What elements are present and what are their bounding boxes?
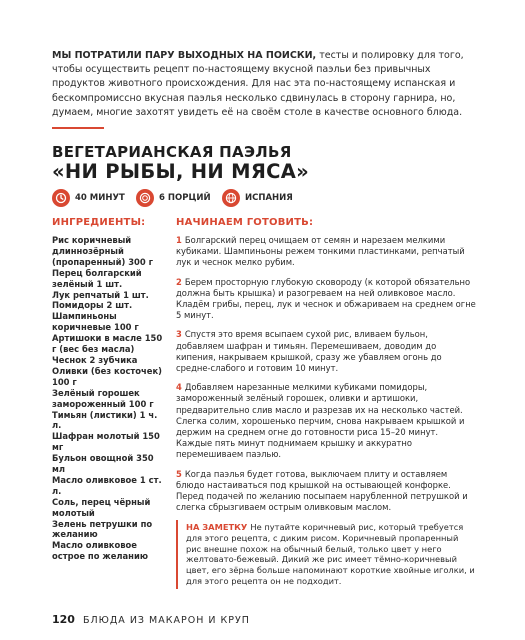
meta-portions xyxy=(136,189,211,207)
step-number: 2 xyxy=(176,276,182,287)
tip-box xyxy=(176,520,476,589)
section-title: БЛЮДА ИЗ МАКАРОН И КРУП xyxy=(82,615,250,626)
clock-icon xyxy=(52,189,70,207)
steps-list xyxy=(176,235,476,521)
step-text: Когда паэлья будет готова, выключаем плиту и оставляем блюдо настаиваться под крышкой на остывающей конфорке. Перед подачей по желанию посыпаем нарубленной петрушкой и слегка сбрызгиваем острым оливковым маслом. xyxy=(176,468,468,513)
ingredient-item: Тимьян (листики) 1 ч. л. xyxy=(52,409,158,431)
meta-country xyxy=(222,189,293,207)
ingredient-item: Чеснок 2 зубчика xyxy=(52,354,138,365)
tip-text: Не путайте коричневый рис, который требуется для этого рецепта, с диким рисом. Коричневый пропаренный рис внешне похож на обычный белый, только цвет у него желтовато-бежевый. Дикий же рис имеет тёмно-коричневый цвет, его зёрна больше напоминают короткие хвойные иголки, и для этого рецепта он не подходит. xyxy=(186,522,475,586)
intro-paragraph xyxy=(52,49,470,120)
page-number: 120 xyxy=(52,613,75,626)
ingredient-item: Соль, перец чёрный молотый xyxy=(52,496,151,518)
ingredient-item: Масло оливковое 1 ст. л. xyxy=(52,474,162,496)
page-footer xyxy=(52,613,250,626)
ingredient-item: Зелёный горошек замороженный 100 г xyxy=(52,387,154,409)
meta-time xyxy=(52,189,125,207)
meta-time-label: 40 МИНУТ xyxy=(75,193,125,203)
ingredient-item: Оливки (без косточек) 100 г xyxy=(52,365,162,387)
step-text: Спустя это время всыпаем сухой рис, вливаем бульон, добавляем шафран и тимьян. Перемешиваем, доводим до кипения, накрываем крышкой, сразу же убавляем огонь до средне-слабого и готовим 10 минут. xyxy=(176,329,442,374)
intro-text: тесты и полировку для того, чтобы осуществить рецепт по-настоящему вкусной паэльи без привычных продуктов животного происхождения. Для нас эта по-настоящему испанская и бескомпромиссно вкусная паэлья несколько сдвинулась в сторону гарнира, но, думаем, многие захотят увидеть её на своём столе в качестве основного блюда. xyxy=(52,50,464,118)
step-number: 5 xyxy=(176,468,182,479)
step-number: 1 xyxy=(176,235,182,245)
step-number: 3 xyxy=(176,329,182,340)
accent-divider xyxy=(52,127,104,129)
ingredient-item: Рис коричневый длиннозёрный (пропаренный) 300 г xyxy=(52,235,154,267)
step-number: 4 xyxy=(176,382,182,393)
steps-heading: НАЧИНАЕМ ГОТОВИТЬ: xyxy=(176,217,314,228)
ingredient-item: Масло оливковое острое по желанию xyxy=(52,540,148,562)
ingredients-heading: ИНГРЕДИЕНТЫ: xyxy=(52,217,146,228)
intro-lead: МЫ ПОТРАТИЛИ ПАРУ ВЫХОДНЫХ НА ПОИСКИ, xyxy=(52,50,317,61)
step-text: Добавляем нарезанные мелкими кубиками помидоры, замороженный зелёный горошек, оливки и артишоки, предварительно слив масло и разрезав их на несколько частей. Слегка солим, хорошенько перчим, снова накрываем крышкой и держим на среднем огне до готовности риса 15–20 минут. Каждые пять минут поднимаем крышку и аккуратно перемешиваем паэлью. xyxy=(176,382,465,460)
step-item xyxy=(176,277,476,322)
recipe-title-line1: ВЕГЕТАРИАНСКАЯ ПАЭЛЬЯ xyxy=(52,143,292,161)
step-item xyxy=(176,329,476,374)
tip-title: НА ЗАМЕТКУ xyxy=(186,522,248,532)
meta-portions-label: 6 ПОРЦИЙ xyxy=(159,193,211,203)
step-text: Берем просторную глубокую сковороду (к которой обязательно должна быть крышка) и разогреваем на ней оливковое масло. Кладём грибы, перец, лук и чеснок и обжариваем на среднем огне 5 минут. xyxy=(176,276,476,321)
ingredients-list xyxy=(52,235,167,562)
globe-icon xyxy=(222,189,240,207)
step-text: Болгарский перец очищаем от семян и нарезаем мелкими кубиками. Шампиньоны режем тонкими пластинками, репчатый лук и чеснок мелко рубим. xyxy=(176,235,465,268)
meta-country-label: ИСПАНИЯ xyxy=(245,193,293,203)
step-item xyxy=(176,235,476,269)
recipe-title-line2: «НИ РЫБЫ, НИ МЯСА» xyxy=(52,160,310,183)
ingredient-item: Бульон овощной 350 мл xyxy=(52,453,154,475)
ingredient-item: Зелень петрушки по желанию xyxy=(52,518,153,540)
plate-icon xyxy=(136,189,154,207)
ingredient-item: Шампиньоны коричневые 100 г xyxy=(52,311,139,333)
ingredient-item: Лук репчатый 1 шт. xyxy=(52,289,149,300)
step-item xyxy=(176,382,476,460)
ingredient-item: Помидоры 2 шт. xyxy=(52,300,133,311)
step-item xyxy=(176,469,476,514)
ingredient-item: Шафран молотый 150 мг xyxy=(52,431,160,453)
ingredient-item: Артишоки в масле 150 г (вес без масла) xyxy=(52,333,163,355)
ingredient-item: Перец болгарский зелёный 1 шт. xyxy=(52,267,142,289)
